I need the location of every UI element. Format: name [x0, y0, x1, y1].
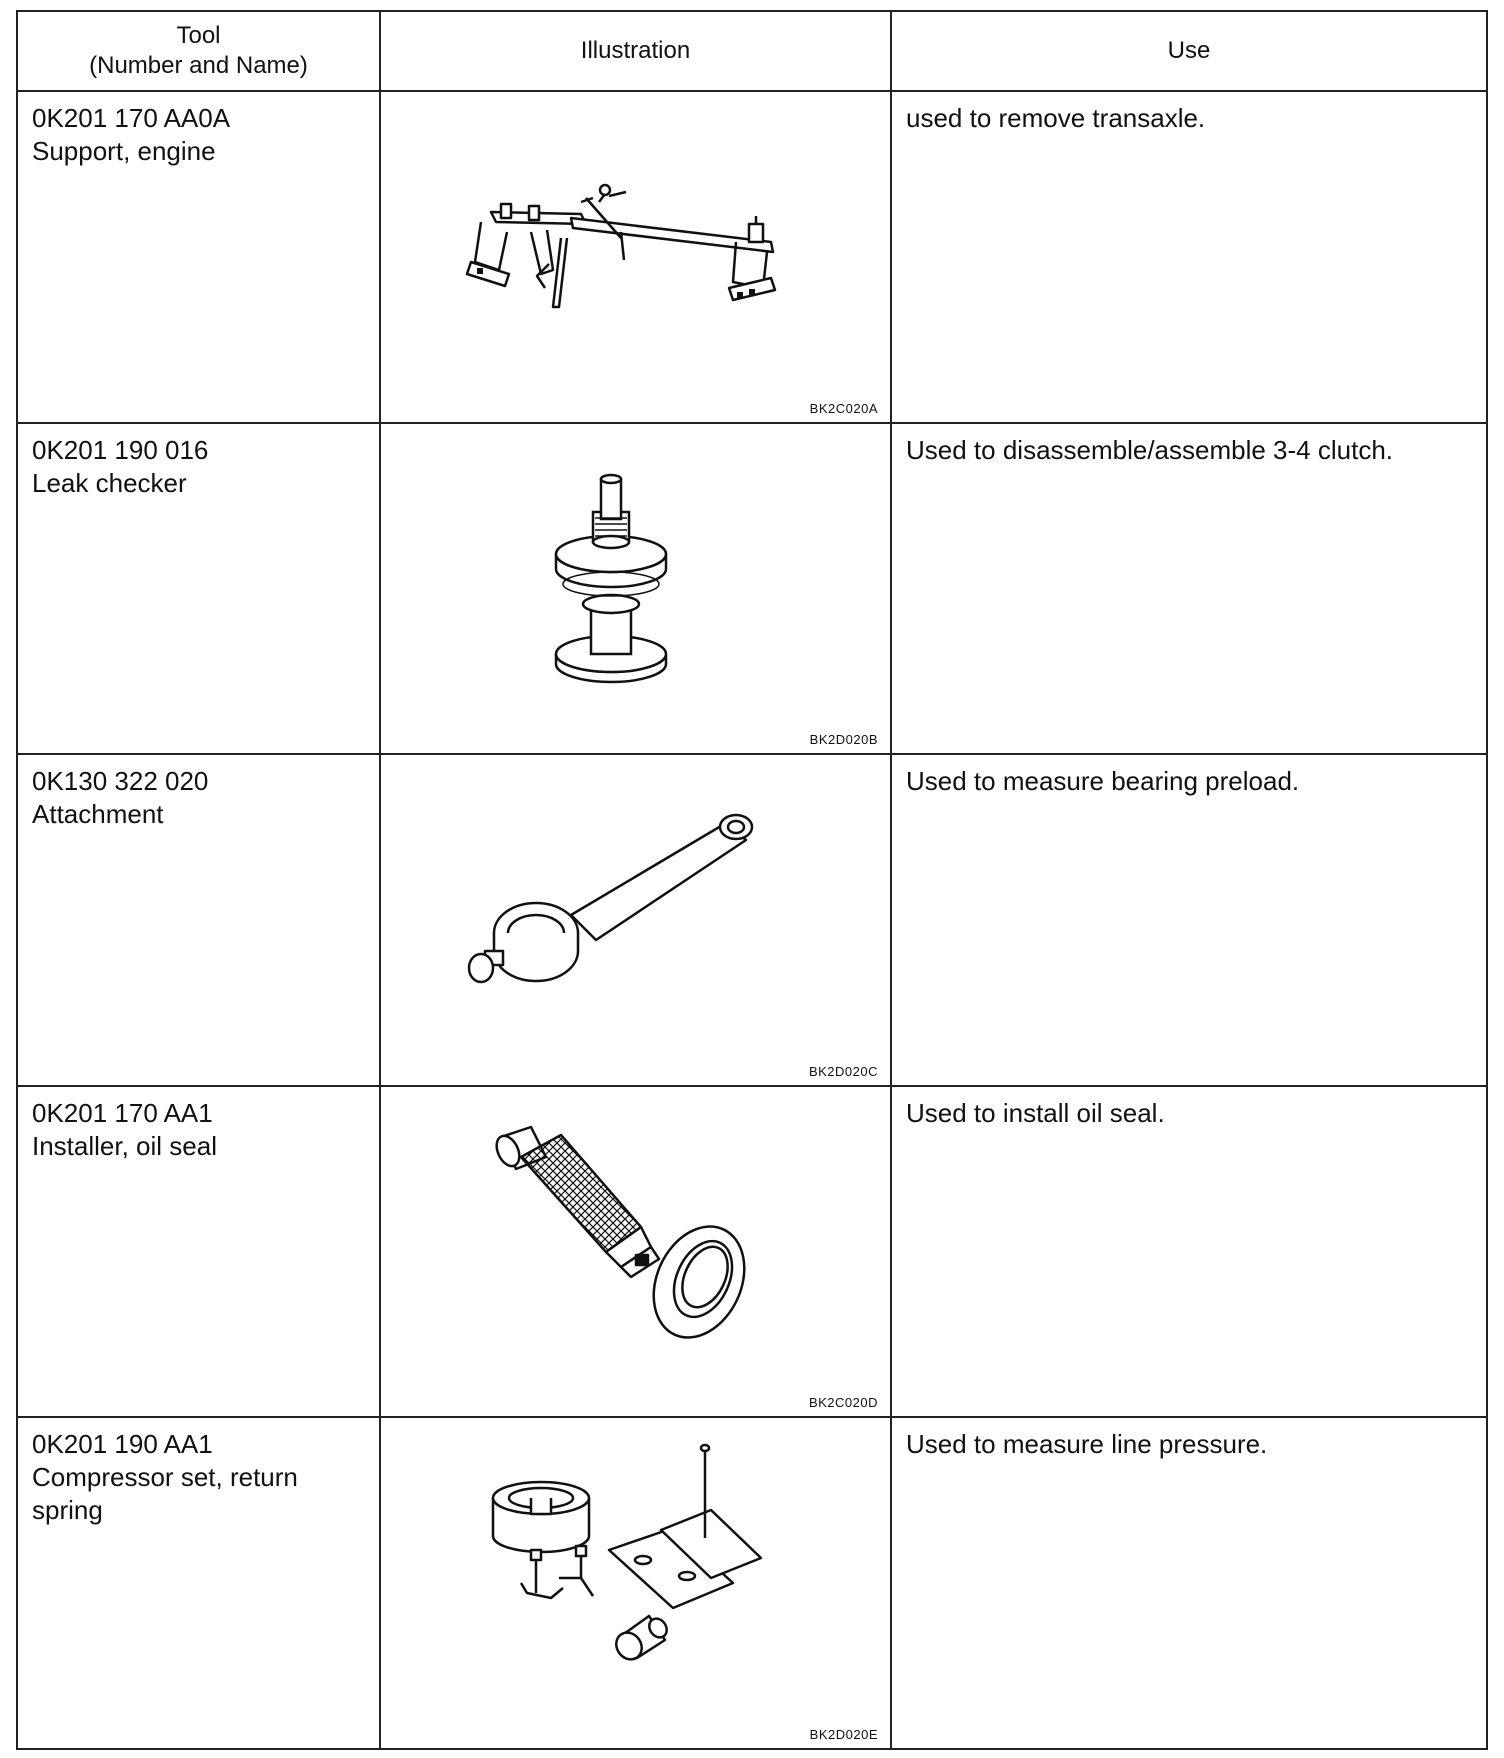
table-row — [17, 423, 1487, 755]
special-tools-table — [16, 10, 1488, 1750]
use-cell: Used to measure line pressure. — [891, 1417, 1487, 1749]
oil-seal-installer-icon — [381, 1087, 892, 1417]
header-use: Use — [891, 11, 1487, 91]
tool-number: 0K130 322 020 — [32, 766, 209, 797]
header-tool — [17, 11, 380, 91]
table-row — [17, 91, 1487, 423]
header-tool-line2: (Number and Name) — [89, 52, 308, 79]
illustration-cell — [380, 1417, 891, 1749]
attachment-wrench-icon — [381, 755, 892, 1085]
tool-cell — [17, 91, 380, 423]
header-illustration: Illustration — [380, 11, 891, 91]
compressor-set-icon — [381, 1418, 892, 1748]
tool-cell — [17, 754, 380, 1086]
header-tool-line1: Tool — [176, 22, 221, 49]
table-row — [17, 754, 1487, 1086]
figure-code: BK2D020C — [808, 1063, 878, 1079]
header-row — [17, 11, 1487, 91]
tool-name: Attachment — [32, 799, 164, 830]
tool-name: Support, engine — [32, 136, 216, 166]
tool-number: 0K201 170 AA0A — [32, 103, 231, 133]
engine-support-icon — [381, 92, 892, 422]
tool-name: Leak checker — [32, 467, 187, 498]
use-cell: Used to disassemble/assemble 3-4 clutch. — [891, 423, 1487, 755]
figure-code: BK2C020A — [809, 400, 878, 416]
illustration-cell — [380, 423, 891, 755]
tool-name: Compressor set, return spring — [32, 1462, 298, 1526]
tool-number: 0K201 190 AA1 — [32, 1429, 213, 1460]
leak-checker-icon — [381, 424, 892, 754]
tool-cell — [17, 423, 380, 755]
tool-cell — [17, 1086, 380, 1418]
figure-code: BK2D020E — [809, 1727, 878, 1742]
figure-code: BK2C020D — [808, 1395, 878, 1411]
illustration-cell — [380, 754, 891, 1086]
tool-name: Installer, oil seal — [32, 1130, 217, 1161]
use-cell: Used to measure bearing preload. — [891, 754, 1487, 1086]
illustration-cell — [380, 91, 891, 423]
use-cell: Used to install oil seal. — [891, 1086, 1487, 1418]
illustration-cell — [380, 1086, 891, 1418]
tool-cell — [17, 1417, 380, 1749]
tool-number: 0K201 190 016 — [32, 434, 209, 465]
tool-number: 0K201 170 AA1 — [32, 1097, 213, 1128]
table-row — [17, 1417, 1487, 1749]
figure-code: BK2D020B — [809, 732, 878, 748]
use-cell: used to remove transaxle. — [891, 91, 1487, 423]
table-row — [17, 1086, 1487, 1418]
